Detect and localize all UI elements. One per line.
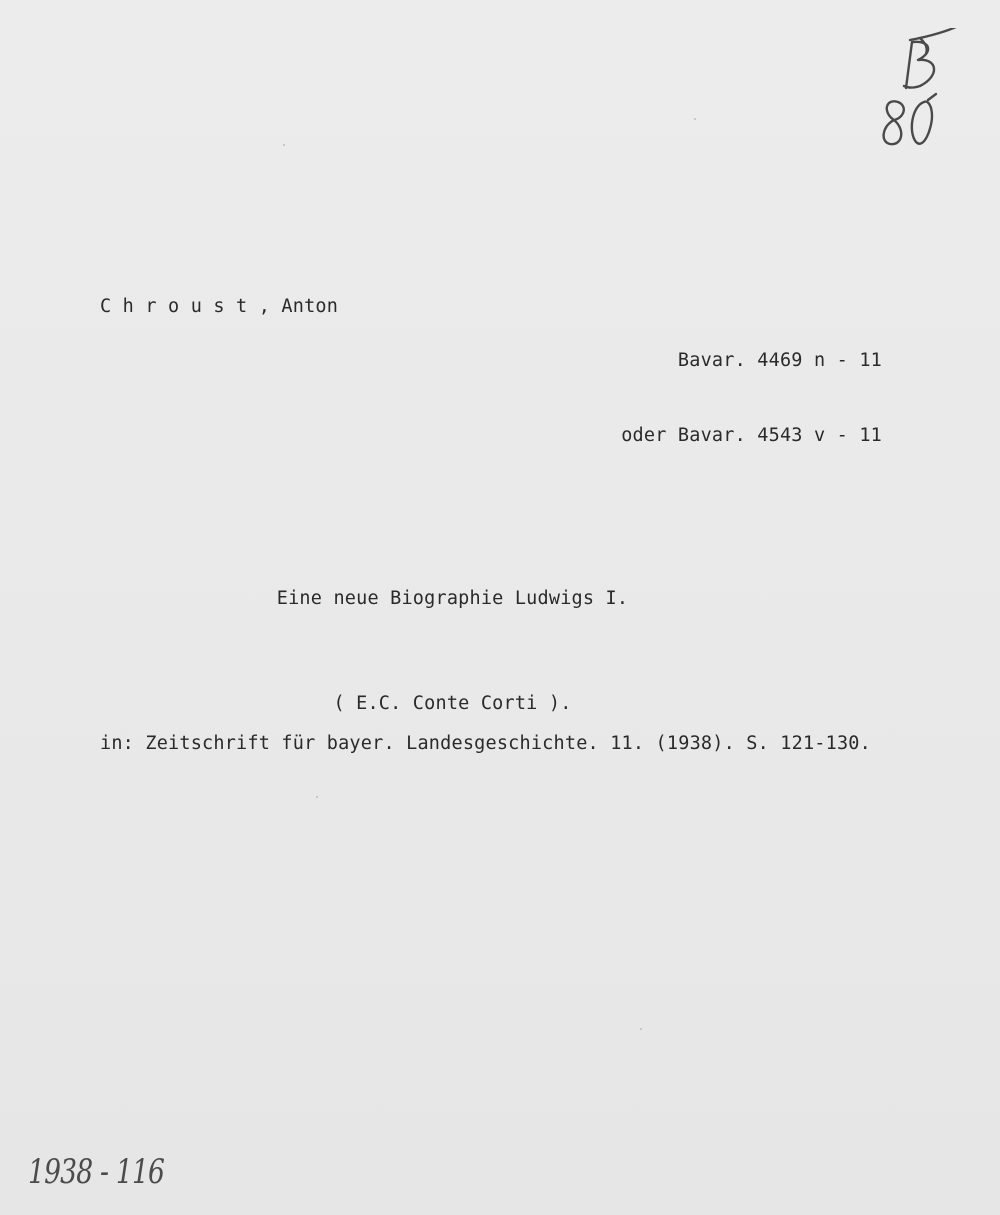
source-citation: in: Zeitschrift für bayer. Landesgeschichte. 11. (1938). S. 121-130. (100, 733, 871, 754)
handwritten-mark-drawing (880, 28, 960, 158)
handwritten-mark-bottom: 1938 - 116 (28, 1152, 165, 1192)
work-title: Eine neue Biographie Ludwigs I. (276, 588, 629, 609)
paper-speck (640, 1028, 642, 1030)
paper-speck (316, 796, 318, 798)
author-name: C h r o u s t , Anton (100, 296, 339, 317)
shelfmark-alternate: oder Bavar. 4543 v - 11 (621, 425, 882, 446)
shelfmark-primary: Bavar. 4469 n - 11 (677, 350, 882, 371)
shelfmark-block (621, 298, 882, 498)
handwritten-mark-top (880, 28, 960, 158)
paper-speck (283, 144, 285, 146)
work-subtitle: ( E.C. Conte Corti ). (333, 693, 572, 714)
paper-speck (694, 118, 696, 120)
